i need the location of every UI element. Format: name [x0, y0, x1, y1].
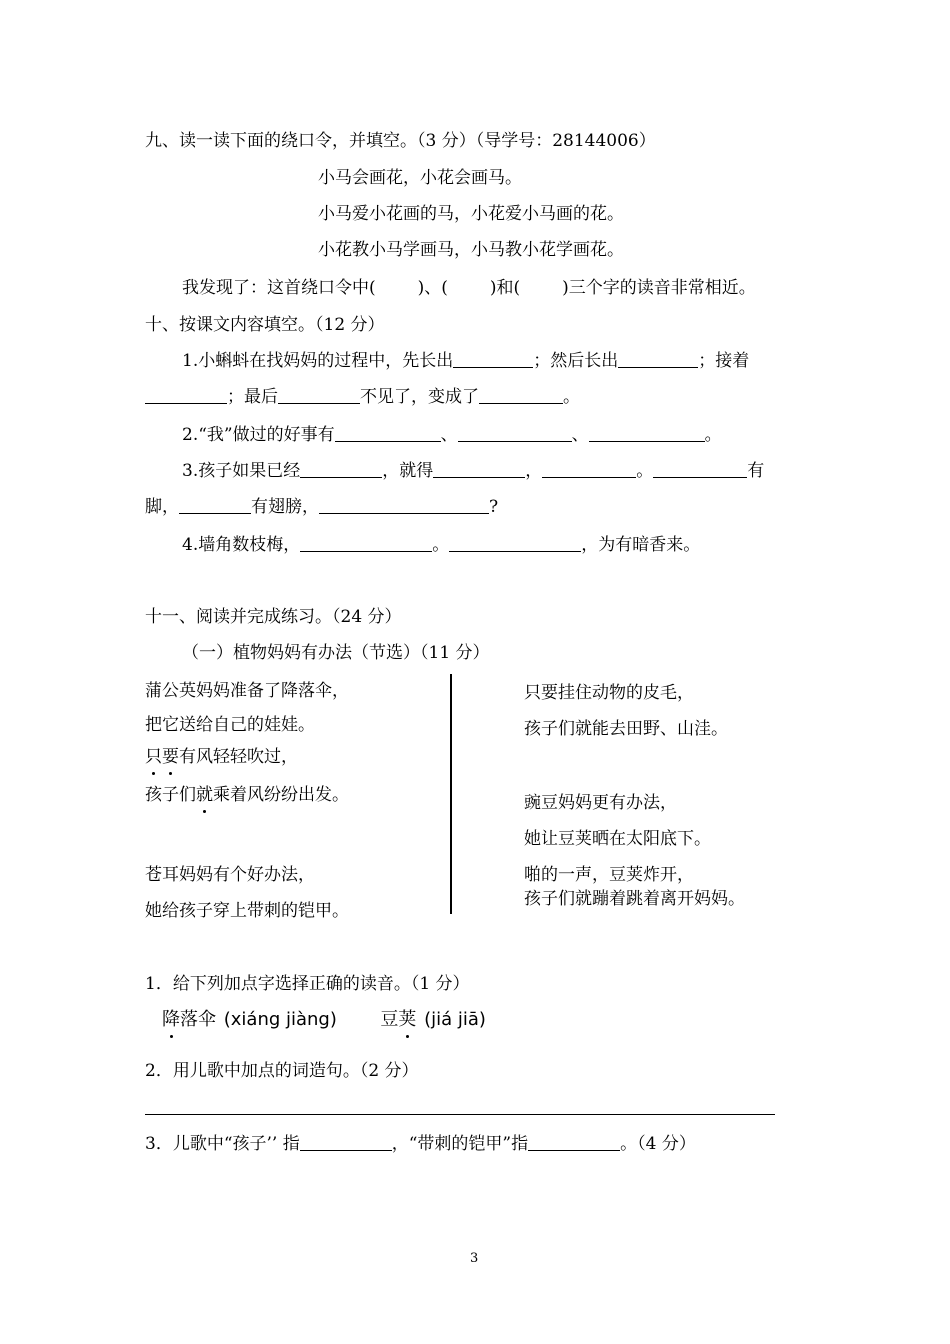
dotted-char-zhi: 只	[145, 747, 162, 767]
q10-item4-text-b: 。	[432, 535, 450, 555]
q10-item3-blank-5[interactable]	[179, 496, 251, 514]
exercise-3-blank-1[interactable]	[300, 1133, 392, 1151]
q10-item3-text-b: ，就得	[382, 461, 434, 481]
dotted-char-jia: 荚	[398, 1009, 417, 1030]
q10-item1-text-c: ；接着	[698, 351, 750, 371]
left-poem-line-4-rest: 乘着风纷纷出发。	[213, 785, 349, 805]
word-doujia-first: 豆	[380, 1009, 399, 1030]
q10-item2-sep-2: 、	[571, 425, 589, 445]
q10-item1-text-d: ；最后	[227, 387, 278, 407]
q10-item3-text-e: 有	[747, 461, 765, 481]
left-poem-line-3-rest: 有风轻轻吹过，	[179, 747, 298, 767]
exercise-3	[145, 1133, 696, 1155]
q10-item3-blank-4[interactable]	[653, 460, 747, 478]
right-poem-line-4: 她让豆荚晒在太阳底下。	[524, 829, 711, 849]
exercise-3-text-c: 。（4 分）	[620, 1134, 696, 1154]
q10-item3-text-g: 有翅膀，	[251, 497, 319, 517]
q10-item4-text-c: ，为有暗香来。	[581, 535, 701, 555]
q10-item1-text-f: 。	[563, 387, 580, 407]
q10-item-1-line-2	[145, 386, 580, 408]
left-poem-line-2: 把它送给自己的娃娃。	[145, 715, 315, 735]
exercise-3-blank-2[interactable]	[528, 1133, 620, 1151]
q10-item2-blank-1[interactable]	[335, 424, 441, 442]
q10-item3-text-h: ?	[489, 497, 499, 517]
q9-find-prefix: 我发现了：这首绕口令中(	[182, 278, 376, 298]
left-poem-line-6: 她给孩子穿上带刺的铠甲。	[145, 901, 349, 921]
right-poem-line-2: 孩子们就能去田野、山洼。	[524, 719, 728, 739]
q10-item3-text-d: 。	[636, 461, 654, 481]
q10-item3-blank-1[interactable]	[300, 460, 382, 478]
q9-find-sentence	[182, 277, 756, 299]
q10-item3-text-a: 3.孩子如果已经	[182, 461, 301, 481]
q10-item-1-line-1	[182, 350, 749, 372]
answer-line[interactable]	[145, 1114, 775, 1115]
q10-item1-blank-3[interactable]	[145, 386, 227, 404]
q10-item-3-line-1	[182, 460, 764, 482]
q10-item1-blank-2[interactable]	[618, 350, 698, 368]
q10-item4-text-a: 4.墙角数枝梅，	[182, 535, 301, 555]
exercise-1-options	[162, 1009, 486, 1031]
q10-item3-text-f: 脚，	[145, 497, 179, 517]
q10-item4-blank-2[interactable]	[449, 534, 581, 552]
right-poem-line-5: 啪的一声，豆荚炸开，	[524, 865, 694, 885]
q10-item2-sep-1: 、	[440, 425, 458, 445]
q9-poem-line-3: 小花教小马学画马，小马教小花学画花。	[318, 240, 624, 260]
q9-poem-line-1: 小马会画花，小花会画马。	[318, 168, 522, 188]
right-poem-line-1: 只要挂住动物的皮毛，	[524, 683, 694, 703]
q10-item-4	[182, 534, 700, 556]
pinyin-option-1[interactable]: (xiáng jiàng)	[223, 1009, 337, 1030]
q9-poem-line-2: 小马爱小花画的马，小花爱小马画的花。	[318, 204, 624, 224]
exercise-1: 1．给下列加点字选择正确的读音。（1 分）	[145, 974, 470, 994]
q10-item1-text-e: 不见了，变成了	[360, 387, 479, 407]
q10-item3-blank-3[interactable]	[542, 460, 636, 478]
exercise-3-text-a: 3．儿歌中“孩子’’ 指	[145, 1134, 300, 1154]
q10-item2-blank-2[interactable]	[458, 424, 572, 442]
q9-find-sep-1: )、(	[417, 278, 448, 298]
q10-item3-blank-6[interactable]	[319, 496, 489, 514]
q10-item-2	[182, 424, 722, 446]
q10-item2-end: 。	[704, 425, 722, 445]
q10-item3-blank-2[interactable]	[433, 460, 525, 478]
q10-item2-text-a: 2.“我”做过的好事有	[182, 425, 335, 445]
q11-sub-title: （一）植物妈妈有办法（节选）（11 分）	[182, 643, 490, 663]
q10-title: 十、按课文内容填空。（12 分）	[145, 315, 385, 335]
q10-item1-blank-5[interactable]	[479, 386, 563, 404]
left-poem-line-5: 苍耳妈妈有个好办法，	[145, 865, 315, 885]
q10-item2-blank-3[interactable]	[589, 424, 705, 442]
q9-title: 九、读一读下面的绕口令，并填空。（3 分）（导学号：28144006）	[145, 131, 656, 151]
q10-item1-blank-4[interactable]	[278, 386, 360, 404]
q11-title: 十一、阅读并完成练习。（24 分）	[145, 607, 402, 627]
left-poem-line-4	[145, 784, 349, 806]
q10-item3-text-c: ，	[525, 461, 543, 481]
left-poem-line-4-a: 孩子们	[145, 785, 196, 805]
pinyin-option-2[interactable]: (jiá jiā)	[424, 1009, 486, 1030]
q10-item1-text-b: ；然后长出	[533, 351, 619, 371]
q10-item1-text-a: 1.小蝌蚪在找妈妈的过程中，先长出	[182, 351, 454, 371]
column-divider	[450, 674, 452, 914]
dotted-char-yao: 要	[162, 747, 179, 767]
q9-find-suffix: )三个字的读音非常相近。	[562, 278, 756, 298]
left-poem-line-1: 蒲公英妈妈准备了降落伞，	[145, 681, 349, 701]
q9-find-sep-2: )和(	[489, 278, 521, 298]
dotted-char-jiu: 就	[196, 785, 213, 805]
right-poem-line-6: 孩子们就蹦着跳着离开妈妈。	[524, 889, 745, 909]
dotted-char-jiang: 降	[162, 1009, 180, 1030]
q10-item-3-line-2	[145, 496, 498, 518]
q10-item1-blank-1[interactable]	[453, 350, 533, 368]
page-number: 3	[470, 1251, 479, 1266]
left-poem-line-3	[145, 746, 298, 768]
word-jiangluosan-rest: 落伞	[180, 1009, 216, 1030]
exercise-3-text-b: ，“带刺的铠甲”指	[391, 1134, 529, 1154]
exercise-2: 2．用儿歌中加点的词造句。（2 分）	[145, 1061, 419, 1081]
q10-item4-blank-1[interactable]	[300, 534, 432, 552]
right-poem-line-3: 豌豆妈妈更有办法，	[524, 793, 677, 813]
